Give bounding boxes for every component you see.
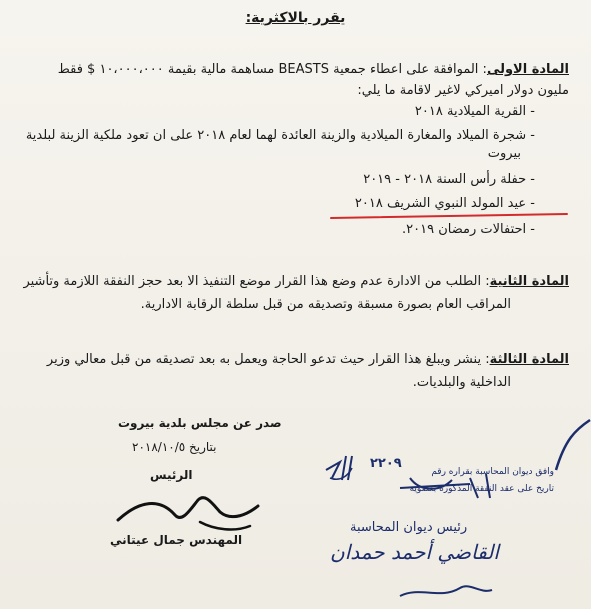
article2-line2: المراقب العام بصورة مسبقة وتصديقه من قبل سلطة الرقابة الادارية. [140, 297, 511, 312]
audit-approval-text: وافق ديوان المحاسبة بقراره رقم [431, 467, 554, 477]
article1-label: المادة الاولى [486, 62, 569, 77]
list-item: - احتفالات رمضان ٢٠١٩. [402, 222, 535, 237]
list-item: - حفلة رأس السنة ٢٠١٨ - ٢٠١٩ [363, 172, 535, 187]
article3-line1: المادة الثالثة: ينشر ويبلغ هذا القرار حيث تدعو الحاجة ويعمل به بعد تصديقه من قبل معالي وزير [46, 352, 569, 367]
list-item: - شجرة الميلاد والمغارة الميلادية والزينة العائدة لهما لعام ٢٠١٨ على ان تعود ملكية الزينة لبلدية [25, 128, 535, 143]
issued-by: صدر عن مجلس بلدية بيروت [118, 416, 282, 430]
president-title: الرئيس [150, 468, 193, 482]
article1-text1: : الموافقة على اعطاء جمعية BEASTS مساهمة مالية بقيمة ١٠،٠٠٠،٠٠٠ $ فقط [57, 62, 487, 77]
audit-head-title: رئيس ديوان المحاسبة [350, 520, 468, 535]
article2-line1: المادة الثانية: الطلب من الادارة عدم وضع هذا القرار موضع التنفيذ الا بعد حجز النفقة اللازمة وتأشير [23, 274, 569, 289]
president-name: المهندس جمال عيتاني [110, 533, 243, 547]
article1-line2: مليون دولار اميركي لاغير لاقامة ما يلي: [357, 83, 569, 98]
article2-label: المادة الثانية [489, 274, 569, 289]
list-item-continuation: بيروت [487, 146, 521, 161]
issued-date: بتاريخ ٢٠١٨/١٠/٥ [132, 440, 217, 454]
audit-head-name: القاضي أحمد حمدان [330, 540, 499, 564]
article3-label: المادة الثالثة [489, 352, 569, 367]
decision-heading: يقرر بالاكثرية: [245, 10, 346, 26]
list-item: - القرية الميلادية ٢٠١٨ [414, 104, 535, 119]
audit-decision-number: ٢٢٠٩ [370, 456, 402, 471]
article3-line2: الداخلية والبلديات. [412, 375, 511, 390]
list-item-highlighted: - عيد المولد النبوي الشريف ٢٠١٨ [354, 196, 535, 211]
audit-date-text: تاريخ على عقد النفقة المذكورة بعضوية [409, 484, 554, 494]
